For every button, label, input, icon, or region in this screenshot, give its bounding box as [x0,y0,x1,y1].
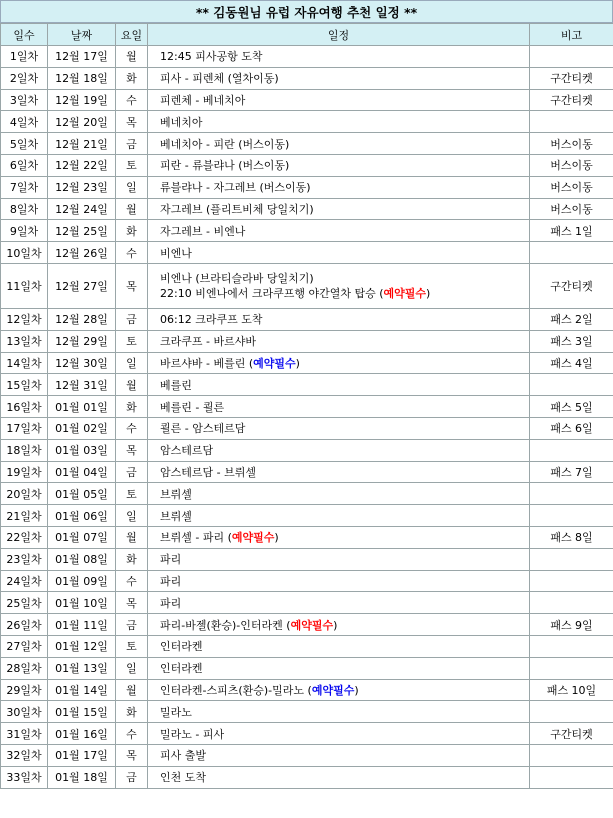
table-row [1,46,613,68]
header-date: 날짜 [48,24,116,46]
table-row [1,766,613,788]
date-cell: 01월 05일 [48,483,116,505]
note-cell: 패스 5일 [530,396,613,418]
table-row [1,657,613,679]
plan-cell [148,548,530,570]
date-cell: 12월 21일 [48,133,116,155]
plan-text: 브뤼셀 [160,487,192,501]
reservation-required-label: 예약필수 [311,683,355,697]
date-cell: 01월 12일 [48,635,116,657]
plan-text: 브뤼셀 [160,509,192,523]
plan-text: 암스테르담 - 브뤼셀 [160,465,256,479]
plan-text: 바르샤바 - 베를린 ( [160,356,254,370]
note-cell: 패스 4일 [530,352,613,374]
table-row [1,111,613,133]
plan-text: 밀라노 - 피사 [160,727,225,741]
day-cell: 20일차 [1,483,48,505]
date-cell: 01월 04일 [48,461,116,483]
day-cell: 19일차 [1,461,48,483]
plan-cell [148,570,530,592]
weekday-cell: 금 [116,766,148,788]
note-cell: 패스 7일 [530,461,613,483]
plan-cell [148,67,530,89]
note-cell [530,592,613,614]
date-cell: 01월 09일 [48,570,116,592]
day-cell: 7일차 [1,176,48,198]
plan-cell [148,701,530,723]
plan-cell [148,263,530,308]
weekday-cell: 화 [116,220,148,242]
table-row [1,701,613,723]
note-cell: 구간티켓 [530,263,613,308]
table-row [1,548,613,570]
plan-text: 류블랴나 - 자그레브 (버스이동) [160,181,311,195]
day-cell: 2일차 [1,67,48,89]
day-cell: 30일차 [1,701,48,723]
weekday-cell: 토 [116,330,148,352]
date-cell: 12월 28일 [48,308,116,330]
plan-text: ) [333,618,338,632]
table-row [1,592,613,614]
weekday-cell: 토 [116,483,148,505]
table-row [1,679,613,701]
plan-cell [148,461,530,483]
note-cell [530,657,613,679]
plan-text: 암스테르담 [160,444,214,458]
page-title: ** 김동원님 유럽 자유여행 추천 일정 ** [0,0,613,23]
weekday-cell: 목 [116,592,148,614]
day-cell: 3일차 [1,89,48,111]
note-cell: 패스 10일 [530,679,613,701]
day-cell: 12일차 [1,308,48,330]
date-cell: 01월 03일 [48,439,116,461]
day-cell: 32일차 [1,744,48,766]
table-row [1,614,613,636]
plan-cell [148,46,530,68]
plan-cell [148,679,530,701]
plan-text: 자그레브 (플리트비체 당일치기) [160,202,314,216]
weekday-cell: 화 [116,67,148,89]
plan-text: 비엔나 [160,246,192,260]
plan-text: ) [426,286,431,300]
table-row [1,374,613,396]
date-cell: 01월 10일 [48,592,116,614]
weekday-cell: 일 [116,176,148,198]
weekday-cell: 토 [116,154,148,176]
note-cell: 구간티켓 [530,67,613,89]
day-cell: 27일차 [1,635,48,657]
plan-text: 브뤼셀 - 파리 ( [160,531,232,545]
date-cell: 12월 19일 [48,89,116,111]
table-row [1,176,613,198]
plan-text: 쾰른 - 암스테르담 [160,422,246,436]
note-cell: 버스이동 [530,176,613,198]
date-cell: 01월 18일 [48,766,116,788]
weekday-cell: 일 [116,657,148,679]
date-cell: 01월 01일 [48,396,116,418]
plan-text: 베를린 [160,378,192,392]
plan-line [160,271,529,286]
table-row [1,67,613,89]
weekday-cell: 토 [116,635,148,657]
note-cell: 패스 6일 [530,417,613,439]
plan-text: 파리 [160,574,182,588]
table-row [1,220,613,242]
plan-cell [148,133,530,155]
plan-text: 베를린 - 쾰른 [160,400,225,414]
plan-cell [148,592,530,614]
plan-line [160,286,529,301]
plan-text: 06:12 크라쿠프 도착 [160,313,263,327]
note-cell [530,635,613,657]
plan-cell [148,220,530,242]
weekday-cell: 화 [116,548,148,570]
plan-text: 파리-바젤(환승)-인터라켄 ( [160,618,291,632]
table-row [1,330,613,352]
plan-cell [148,766,530,788]
table-row [1,505,613,527]
weekday-cell: 월 [116,679,148,701]
note-cell [530,242,613,264]
date-cell: 01월 13일 [48,657,116,679]
plan-cell [148,198,530,220]
note-cell [530,46,613,68]
weekday-cell: 월 [116,46,148,68]
table-row [1,417,613,439]
note-cell [530,548,613,570]
itinerary-table [0,23,613,789]
weekday-cell: 월 [116,526,148,548]
plan-cell [148,330,530,352]
plan-text: 인천 도착 [160,771,207,785]
date-cell: 12월 30일 [48,352,116,374]
day-cell: 9일차 [1,220,48,242]
day-cell: 23일차 [1,548,48,570]
plan-text: 피사 - 피렌체 (열차이동) [160,72,279,86]
date-cell: 01월 06일 [48,505,116,527]
day-cell: 11일차 [1,263,48,308]
plan-cell [148,374,530,396]
weekday-cell: 금 [116,614,148,636]
weekday-cell: 목 [116,111,148,133]
note-cell: 패스 3일 [530,330,613,352]
day-cell: 21일차 [1,505,48,527]
day-cell: 33일차 [1,766,48,788]
plan-cell [148,111,530,133]
weekday-cell: 월 [116,198,148,220]
plan-text: 베네치아 - 피란 (버스이동) [160,137,290,151]
header-row [1,24,613,46]
note-cell: 패스 2일 [530,308,613,330]
header-weekday: 요일 [116,24,148,46]
header-day: 일수 [1,24,48,46]
plan-cell [148,657,530,679]
plan-cell [148,396,530,418]
table-row [1,242,613,264]
day-cell: 22일차 [1,526,48,548]
header-plan: 일정 [148,24,530,46]
weekday-cell: 수 [116,723,148,745]
plan-cell [148,526,530,548]
day-cell: 6일차 [1,154,48,176]
date-cell: 12월 23일 [48,176,116,198]
date-cell: 12월 26일 [48,242,116,264]
table-row [1,744,613,766]
day-cell: 16일차 [1,396,48,418]
reservation-required-label: 예약필수 [290,618,334,632]
header-note: 비고 [530,24,613,46]
plan-text: ) [354,683,359,697]
plan-cell [148,723,530,745]
plan-cell [148,154,530,176]
weekday-cell: 수 [116,570,148,592]
date-cell: 01월 08일 [48,548,116,570]
note-cell: 구간티켓 [530,723,613,745]
weekday-cell: 금 [116,461,148,483]
day-cell: 24일차 [1,570,48,592]
date-cell: 12월 20일 [48,111,116,133]
table-row [1,154,613,176]
table-row [1,526,613,548]
date-cell: 12월 24일 [48,198,116,220]
weekday-cell: 화 [116,701,148,723]
table-row [1,308,613,330]
day-cell: 18일차 [1,439,48,461]
day-cell: 29일차 [1,679,48,701]
plan-cell [148,308,530,330]
date-cell: 12월 31일 [48,374,116,396]
table-row [1,483,613,505]
plan-text: ) [295,356,300,370]
plan-cell [148,439,530,461]
note-cell [530,111,613,133]
weekday-cell: 목 [116,744,148,766]
note-cell: 구간티켓 [530,89,613,111]
reservation-required-label: 예약필수 [383,286,427,300]
day-cell: 31일차 [1,723,48,745]
table-row [1,89,613,111]
weekday-cell: 목 [116,439,148,461]
note-cell [530,744,613,766]
weekday-cell: 수 [116,242,148,264]
plan-text: 인터라켄 [160,640,203,654]
note-cell [530,766,613,788]
plan-text: 22:10 비엔나에서 크라쿠프행 야간열차 탑승 ( [160,286,384,300]
plan-text: 12:45 피사공항 도착 [160,50,263,64]
date-cell: 01월 16일 [48,723,116,745]
table-row [1,570,613,592]
note-cell [530,570,613,592]
plan-text: 베네치아 [160,115,203,129]
note-cell: 버스이동 [530,154,613,176]
weekday-cell: 수 [116,89,148,111]
day-cell: 1일차 [1,46,48,68]
plan-text: 피사 출발 [160,749,207,763]
date-cell: 12월 25일 [48,220,116,242]
plan-cell [148,483,530,505]
plan-cell [148,635,530,657]
date-cell: 01월 07일 [48,526,116,548]
date-cell: 01월 02일 [48,417,116,439]
plan-text: 크라쿠프 - 바르샤바 [160,335,256,349]
table-row [1,461,613,483]
reservation-required-label: 예약필수 [231,531,275,545]
plan-cell [148,744,530,766]
weekday-cell: 일 [116,352,148,374]
day-cell: 10일차 [1,242,48,264]
day-cell: 15일차 [1,374,48,396]
note-cell: 패스 9일 [530,614,613,636]
table-row [1,723,613,745]
day-cell: 13일차 [1,330,48,352]
plan-text: 피렌체 - 베네치아 [160,93,246,107]
plan-text: 파리 [160,596,182,610]
plan-text: 인터라켄-스피츠(환승)-밀라노 ( [160,683,312,697]
weekday-cell: 수 [116,417,148,439]
day-cell: 8일차 [1,198,48,220]
table-row [1,439,613,461]
day-cell: 25일차 [1,592,48,614]
plan-text: 파리 [160,553,182,567]
day-cell: 14일차 [1,352,48,374]
note-cell: 버스이동 [530,133,613,155]
table-row [1,263,613,308]
table-row [1,635,613,657]
plan-text: 밀라노 [160,705,192,719]
plan-cell [148,352,530,374]
day-cell: 26일차 [1,614,48,636]
weekday-cell: 목 [116,263,148,308]
date-cell: 12월 27일 [48,263,116,308]
plan-text: ) [274,531,279,545]
plan-text: 인터라켄 [160,662,203,676]
plan-cell [148,176,530,198]
date-cell: 01월 14일 [48,679,116,701]
plan-text: 비엔나 (브라티슬라바 당일치기) [160,271,314,285]
plan-cell [148,505,530,527]
note-cell [530,439,613,461]
day-cell: 4일차 [1,111,48,133]
reservation-required-label: 예약필수 [253,356,296,370]
weekday-cell: 금 [116,133,148,155]
note-cell [530,505,613,527]
date-cell: 01월 17일 [48,744,116,766]
plan-text: 자그레브 - 비엔나 [160,224,246,238]
date-cell: 12월 18일 [48,67,116,89]
date-cell: 12월 29일 [48,330,116,352]
table-row [1,133,613,155]
plan-cell [148,242,530,264]
plan-cell [148,89,530,111]
date-cell: 12월 22일 [48,154,116,176]
date-cell: 01월 11일 [48,614,116,636]
day-cell: 17일차 [1,417,48,439]
day-cell: 28일차 [1,657,48,679]
plan-cell [148,417,530,439]
note-cell: 버스이동 [530,198,613,220]
weekday-cell: 월 [116,374,148,396]
table-row [1,198,613,220]
table-row [1,352,613,374]
note-cell: 패스 1일 [530,220,613,242]
weekday-cell: 금 [116,308,148,330]
table-row [1,396,613,418]
plan-text: 피란 - 류블랴나 (버스이동) [160,159,290,173]
plan-cell [148,614,530,636]
weekday-cell: 일 [116,505,148,527]
weekday-cell: 화 [116,396,148,418]
date-cell: 01월 15일 [48,701,116,723]
date-cell: 12월 17일 [48,46,116,68]
note-cell [530,374,613,396]
note-cell [530,483,613,505]
day-cell: 5일차 [1,133,48,155]
note-cell [530,701,613,723]
note-cell: 패스 8일 [530,526,613,548]
